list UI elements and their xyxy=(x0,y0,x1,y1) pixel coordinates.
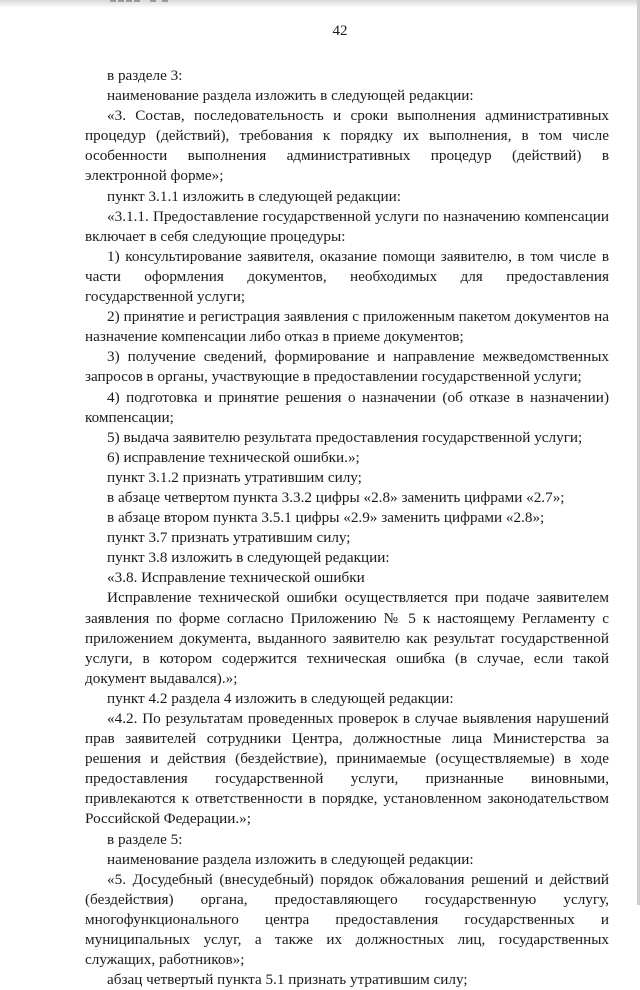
paragraph: 6) исправление технической ошибки.»; xyxy=(107,448,360,466)
paragraph: «4.2. По результатам проведенных проверок в случае выявления нарушений прав заявителей сотрудники Центра, должностные лица Министерства за решения и действия (бездействие), принимаемые (осуществляемые) в ходе предоставления государственной услуги, признанные виновными, привлекаются к ответственности в порядке, установленном законодательством Российской Федерации.»; xyxy=(85,710,609,828)
paragraph: пункт 4.2 раздела 4 изложить в следующей редакции: xyxy=(107,689,454,707)
paragraph: в разделе 3: xyxy=(107,67,183,84)
paragraph: 5) выдача заявителю результата предоставления государственной услуги; xyxy=(107,428,583,446)
paragraph: 2) принятие и регистрация заявления с приложенным пакетом документов на назначение компенсации либо отказ в приеме документов; xyxy=(85,308,609,346)
paragraph: «3.8. Исправление технической ошибки xyxy=(107,569,365,587)
paragraph: 4) подготовка и принятие решения о назначении (об отказе в назначении) компенсации; xyxy=(85,388,609,426)
paragraph: «3.1.1. Предоставление государственной услуги по назначению компенсации включает в себя следующие процедуры: xyxy=(85,207,609,245)
page-number: 42 xyxy=(332,23,348,39)
paragraph: пункт 3.8 изложить в следующей редакции: xyxy=(107,549,390,567)
paragraph: наименование раздела изложить в следующей редакции: xyxy=(107,87,474,105)
paragraph: наименование раздела изложить в следующей редакции: xyxy=(107,850,474,868)
paragraph: 3) получение сведений, формирование и направление межведомственных запросов в органы, участвующие в предоставлении государственной услуги; xyxy=(85,348,609,386)
paragraph: «5. Досудебный (внесудебный) порядок обжалования решений и действий (бездействия) органа, предоставляющего государственную услугу, многофункционального центра предоставления государственных и муниципальных услуг, а также их должностных лиц, государственных служащих, работников»; xyxy=(85,870,609,969)
paragraph: «3. Состав, последовательность и сроки выполнения административных процедур (действий), требования к порядку их выполнения, в том числе особенности выполнения административных процедур (действий) в электронной форме»; xyxy=(85,107,609,185)
document-body xyxy=(85,66,609,990)
scan-artifact xyxy=(150,0,168,7)
paragraph: абзац четвертый пункта 5.1 признать утратившим силу; xyxy=(107,971,468,989)
paragraph: Исправление технической ошибки осуществляется при подаче заявителем заявления по форме согласно Приложению № 5 к настоящему Регламенту с приложением документа, выданного заявителю как результат государственной услуги, в котором содержится техническая ошибка (в случае, если такой документ выдавался).»; xyxy=(85,589,609,687)
paragraph: пункт 3.1.1 изложить в следующей редакции: xyxy=(107,187,401,205)
paragraph: в разделе 5: xyxy=(107,830,183,848)
paragraph: в абзаце втором пункта 3.5.1 цифры «2.9» заменить цифрами «2.8»; xyxy=(107,509,545,527)
scan-artifact xyxy=(110,0,140,7)
paragraph: в абзаце четвертом пункта 3.3.2 цифры «2.8» заменить цифрами «2.7»; xyxy=(107,488,565,506)
scan-top-edge xyxy=(0,0,640,8)
paragraph: пункт 3.1.2 признать утратившим силу; xyxy=(107,468,362,486)
paragraph: 1) консультирование заявителя, оказание помощи заявителю, в том числе в части оформления документов, необходимых для предоставления государственной услуги; xyxy=(85,247,609,306)
paragraph: пункт 3.7 признать утратившим силу; xyxy=(107,529,351,547)
